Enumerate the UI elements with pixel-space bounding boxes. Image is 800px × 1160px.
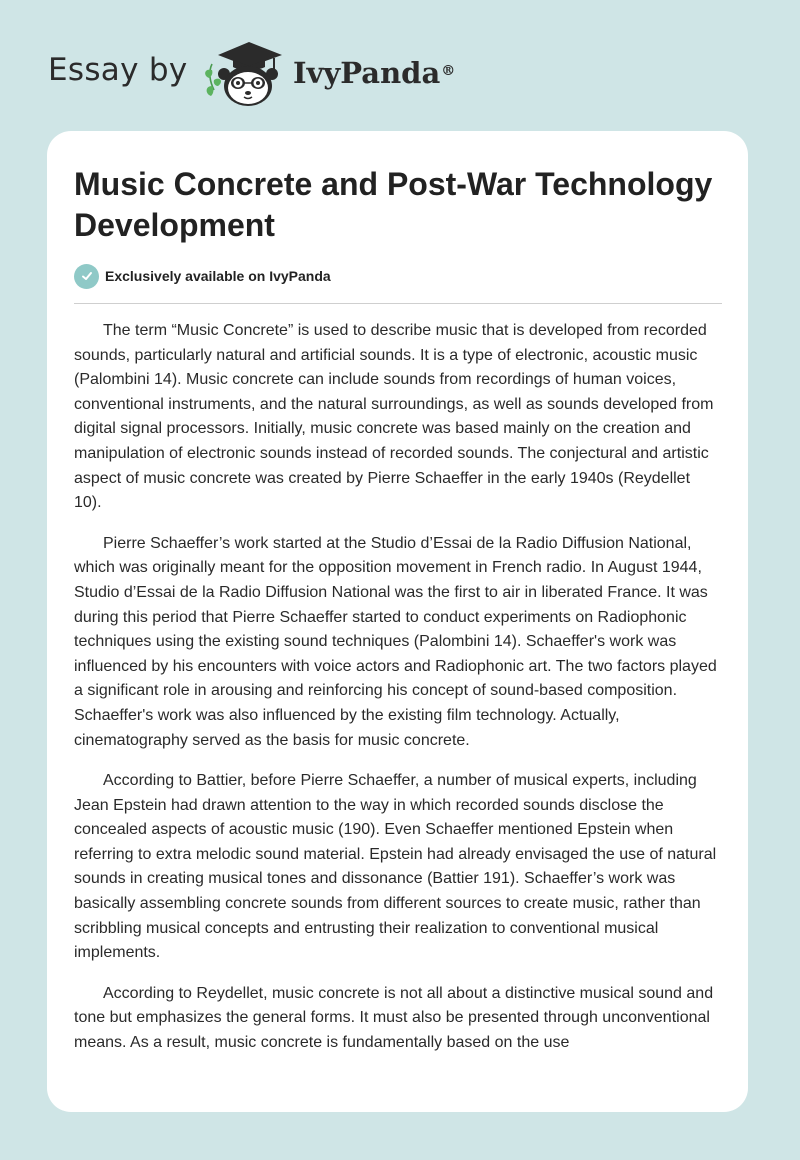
- site-header: [0, 0, 800, 120]
- essay-body: [74, 319, 722, 1072]
- ivy-leaf-icon: [205, 64, 221, 96]
- paragraph: According to Reydellet, music concrete is not all about a distinctive musical sound and tone but emphasizes the general forms. It must also be presented through unconventional means. As a result, music concrete is fundamentally based on the use: [74, 984, 714, 1052]
- essay-card: [47, 131, 748, 1112]
- paragraph: Pierre Schaeffer’s work started at the Studio d’Essai de la Radio Diffusion National, which was originally meant for the opposition movement in French radio. In August 1944, Studio d’Essai de la Radio Diffusion National was the first to air in liberated France. It was during this period that Pierre Schaeffer started to conduct experiments on Radiophonic techniques using the existing sound techniques (Palombini 14). Schaeffer's work was influenced by his encounters with voice actors and Radiophonic art. The two factors played a significant role in arousing and reinforcing his concept of sound-based composition. Schaeffer's work was also influenced by the existing film technology. Actually, cinematography served as the basis for music concrete.: [74, 534, 717, 749]
- exclusive-badge: [74, 263, 331, 289]
- page-title: Music Concrete and Post-War Technology Development: [74, 166, 713, 243]
- panda-graduate-icon[interactable]: [200, 36, 290, 108]
- registered-mark: ®: [441, 63, 456, 79]
- checkmark-icon: [74, 264, 99, 289]
- brand-logo-text[interactable]: [293, 55, 455, 91]
- badge-label: Exclusively available on IvyPanda: [105, 268, 331, 284]
- essay-by-label: Essay by: [48, 52, 188, 88]
- paragraph: The term “Music Concrete” is used to describe music that is developed from recorded sounds, particularly natural and artificial sounds. It is a type of electronic, acoustic music (Palombini 14). Music concrete can include sounds from recordings of human voices, conventional instruments, and the natural surroundings, as well as sounds developed from digital signal processors. Initially, music concrete was based mainly on the creation and manipulation of electronic sounds instead of recorded sounds. The conjectural and artistic aspect of music concrete was created by Pierre Schaeffer in the early 1940s (Reydellet 10).: [74, 322, 714, 512]
- paragraph: According to Battier, before Pierre Schaeffer, a number of musical experts, including Jean Epstein had drawn attention to the way in which recorded sounds disclose the concealed aspects of acoustic music (190). Even Schaeffer mentioned Epstein when referring to extra melodic sound material. Epstein had already envisaged the use of natural sounds in creating musical tones and dissonance (Battier 191). Schaeffer’s work was basically assembling concrete sounds from different sources to create music, rather than scribbling musical concepts and entrusting their realization to conventional musical implements.: [74, 772, 717, 962]
- divider: [74, 303, 722, 304]
- brand-name: IvyPanda: [293, 56, 441, 90]
